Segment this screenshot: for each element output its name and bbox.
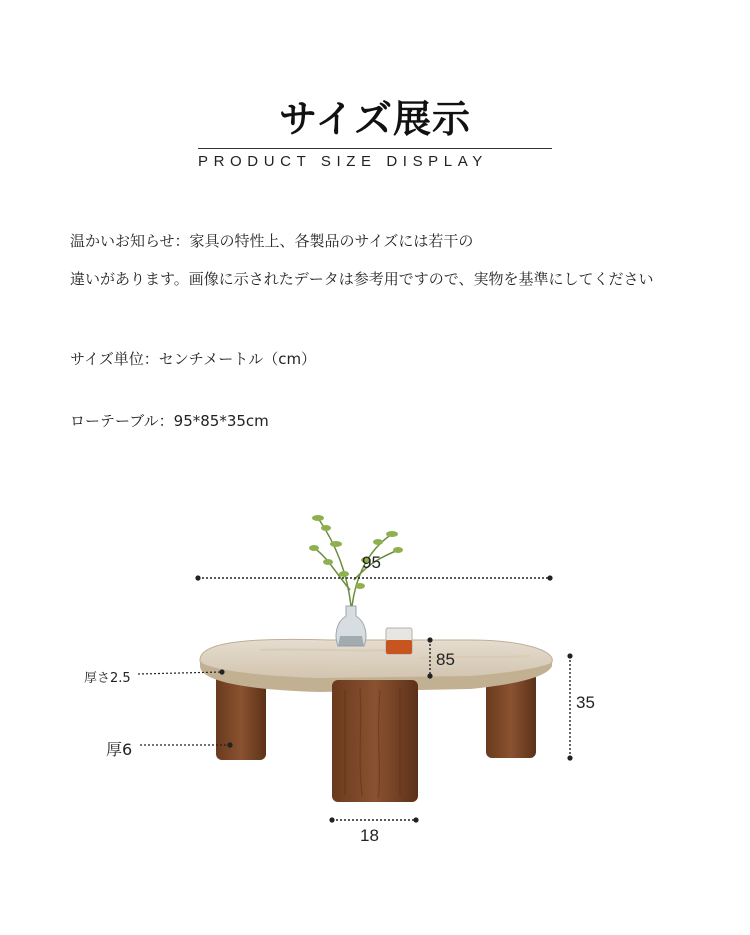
- cup-icon: [386, 628, 412, 654]
- title-divider: [198, 148, 552, 149]
- vase-icon: [336, 606, 366, 646]
- height-label: 35: [576, 693, 595, 712]
- notice-line-1: 温かいお知らせ：家具の特性上、各製品のサイズには若干の: [70, 232, 474, 250]
- size-unit: サイズ単位：センチメートル（cm）: [70, 350, 317, 368]
- page-title: サイズ展示: [279, 97, 471, 141]
- leg-width-dimension-line: [329, 817, 418, 822]
- notice-line-2: 違いがあります。画像に示されたデータは参考用ですので、実物を基準にしてください: [70, 270, 654, 288]
- leg-width-label: 18: [360, 826, 379, 845]
- top-thickness-label: 厚さ2.5: [84, 671, 131, 686]
- width-label: 95: [362, 553, 381, 572]
- width-dimension-line: [195, 575, 552, 580]
- depth-label: 85: [436, 650, 455, 669]
- page-subtitle: PRODUCT SIZE DISPLAY: [198, 153, 488, 170]
- front-leg: [332, 680, 418, 802]
- product-size: ローテーブル：95*85*35cm: [70, 412, 269, 430]
- height-dimension-line: [567, 653, 572, 760]
- leg-thickness-label: 厚6: [106, 740, 133, 759]
